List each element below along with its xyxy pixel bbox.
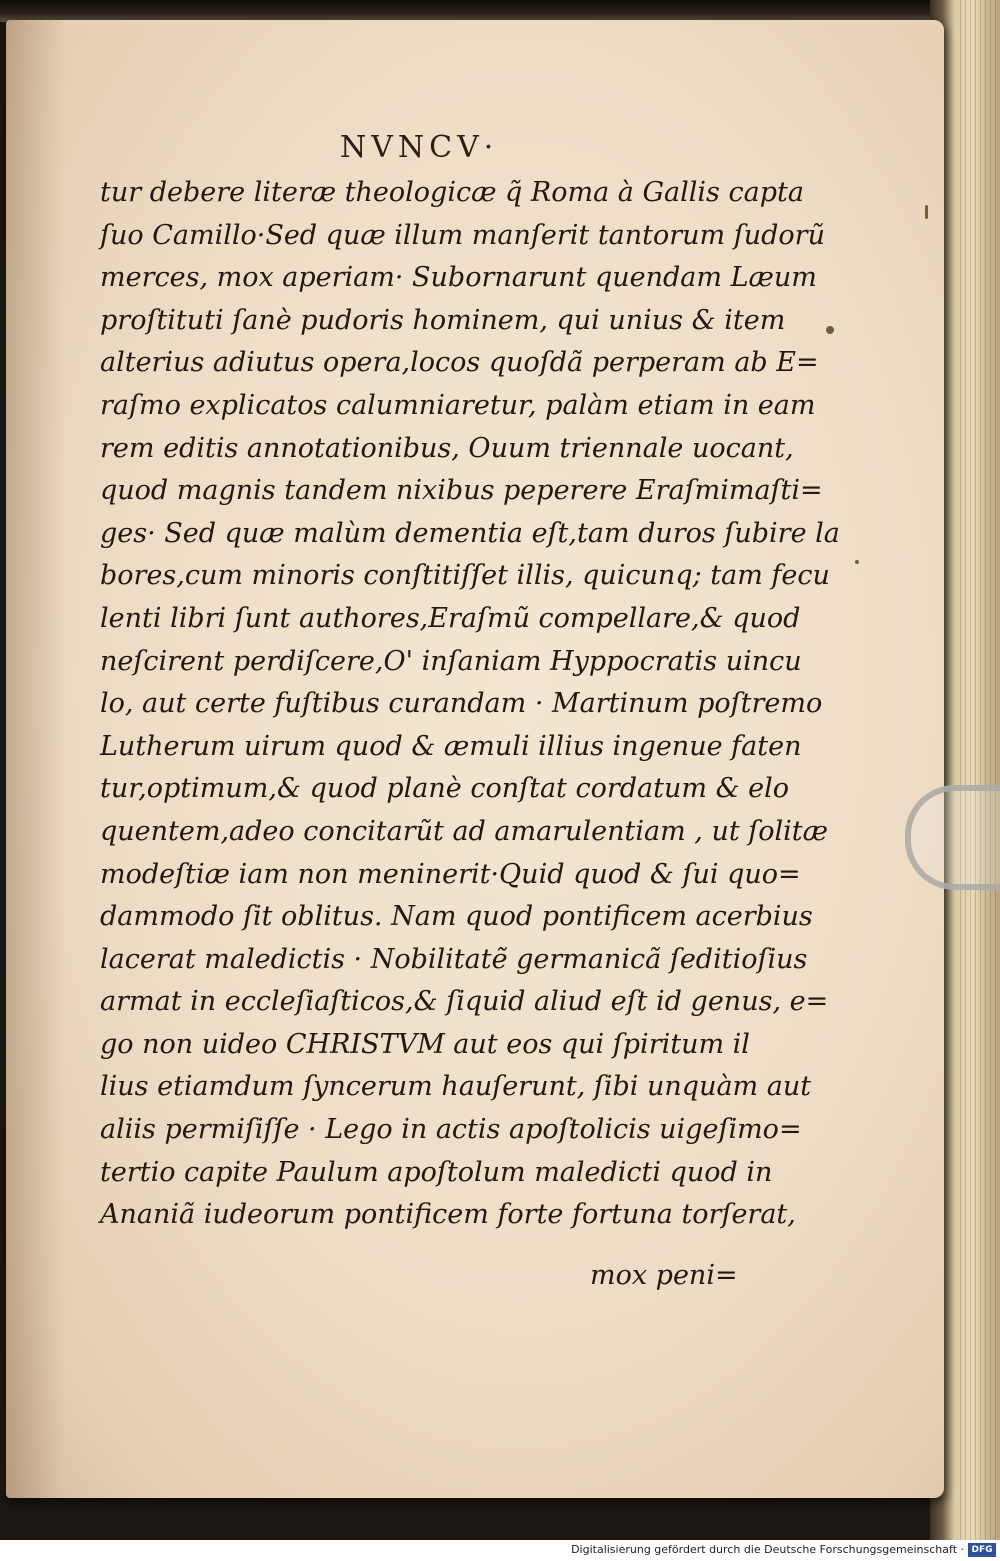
text-line: ſuo Camillo·Sed quæ illum manſerit tantorum ſudorũ xyxy=(100,219,825,251)
body-text xyxy=(100,172,840,1237)
text-line: armat in eccleſiaſticos,& ſiquid aliud eſt id genus, e= xyxy=(100,986,829,1018)
text-line: go non uideo CHRISTVM aut eos qui ſpiritum il xyxy=(100,1028,750,1060)
text-line: ges· Sed quæ malùm dementia eſt,tam duros ſubire la xyxy=(100,517,840,549)
binding-texture xyxy=(960,0,1000,1540)
page-speck xyxy=(826,326,834,334)
text-line: quod magnis tandem nixibus peperere Eraſmimaſti= xyxy=(100,475,823,507)
text-line: raſmo explicatos calumniaretur, palàm etiam in eam xyxy=(100,389,816,421)
text-line: tur debere literæ theologicæ q̃ Roma à Gallis capta xyxy=(100,177,804,208)
text-line: alterius adiutus opera,locos quoſdã perperam ab E= xyxy=(100,347,819,379)
text-line: lo, aut certe fuſtibus curandam · Martinum poſtremo xyxy=(100,688,823,720)
text-line: lenti libri ſunt authores,Eraſmũ compellare,& quod xyxy=(100,602,801,634)
digitization-footer xyxy=(0,1540,1000,1561)
text-line: Lutherum uirum quod & æmuli illius ingenue faten xyxy=(100,730,802,762)
text-line: modeſtiæ iam non meninerit·Quid quod & ſui quo= xyxy=(100,858,801,890)
text-line: tertio capite Paulum apoſtolum maledicti quod in xyxy=(100,1156,773,1188)
text-line: lacerat maledictis · Nobilitatẽ germanicã ſeditioſius xyxy=(100,943,808,975)
book-top-edge xyxy=(0,0,1000,22)
text-line: proſtituti ſanè pudoris hominem, qui unius & item xyxy=(100,304,786,336)
page-speck xyxy=(925,205,928,219)
text-line: neſcirent perdiſcere,O' inſaniam Hyppocratis uincu xyxy=(100,645,802,677)
catchword: mox peni= xyxy=(590,1260,738,1291)
footer-credit: Digitalisierung gefördert durch die Deutsche Forschungsgemeinschaft · xyxy=(571,1543,964,1556)
text-line: rem editis annotationibus, Ouum triennale uocant, xyxy=(100,432,794,464)
text-line: Ananiã iudeorum pontificem forte fortuna torſerat, xyxy=(100,1199,796,1231)
text-line: bores,cum minoris conſtitiſſet illis, quicunq; tam fecu xyxy=(100,560,830,592)
page-clip xyxy=(905,785,1000,890)
text-line: tur,optimum,& quod planè conſtat cordatum & elo xyxy=(100,773,790,805)
text-line: quentem,adeo concitarũt ad amarulentiam , ut ſolitæ xyxy=(100,815,829,847)
text-line: aliis permiſiſſe · Lego in actis apoſtolicis uigeſimo= xyxy=(100,1114,802,1146)
text-line: merces, mox aperiam· Subornarunt quendam Læum xyxy=(100,262,817,294)
text-line: dammodo ſit oblitus. Nam quod pontificem acerbius xyxy=(100,901,813,933)
dfg-logo: DFG xyxy=(968,1543,996,1557)
page-speck xyxy=(855,560,859,564)
page-gutter-shade xyxy=(6,20,66,1498)
running-title: NVNCV· xyxy=(340,130,499,165)
text-line: lius etiamdum ſyncerum hauſerunt, ſibi unquàm aut xyxy=(100,1071,812,1103)
